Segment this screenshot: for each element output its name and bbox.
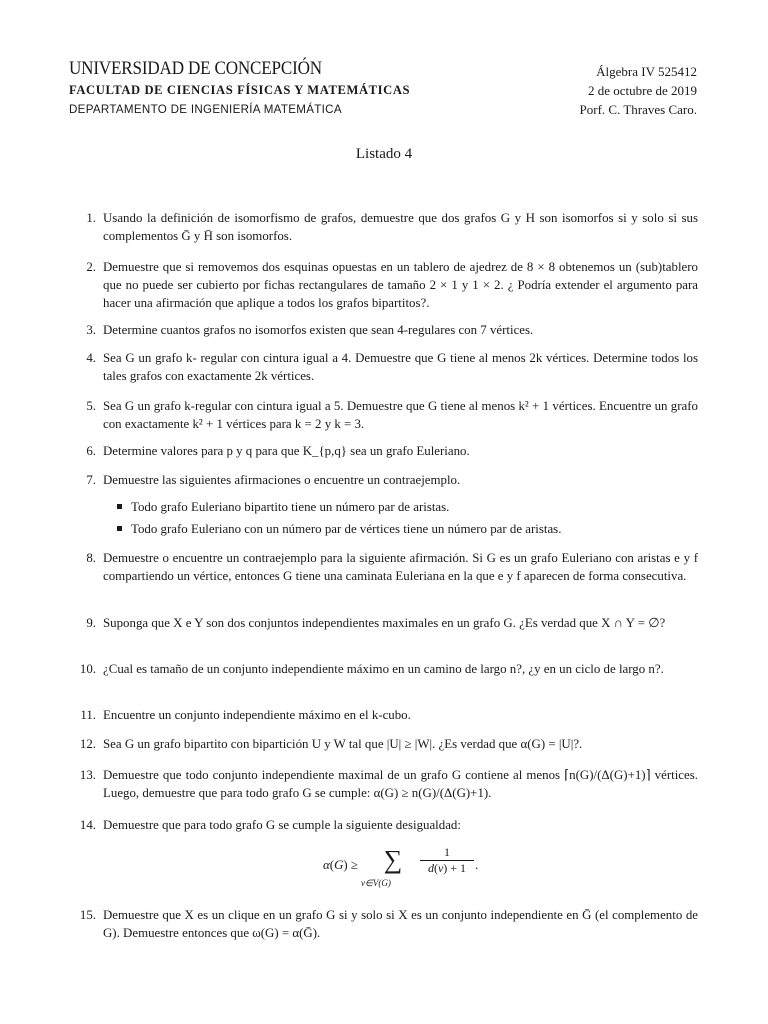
problem-item <box>70 258 698 312</box>
problem-text: Demuestre o encuentre un contraejemplo para la siguiente afirmación. Si G es un grafo Euleriano con aristas e y f compartiendo un vértice, entonces G tiene una caminata Euleriana en la que e y f aparecen de forma consecutiva. <box>103 551 698 583</box>
problem-number: 11. <box>80 708 96 722</box>
problem-item <box>70 549 698 585</box>
problem-text: Demuestre que si removemos dos esquinas opuestas en un tablero de ajedrez de 8 × 8 obtenemos un (sub)tablero que no puede ser cubierto por fichas rectangulares de tamaño 2 × 1 y 1 × 2. ¿ Podría extender el argumento para hacer una afirmación que aplique a todos los grafos bipartitos?. <box>103 260 698 310</box>
problem-number: 14. <box>79 818 96 832</box>
problem-number: 12. <box>79 737 96 751</box>
problem-number: 10. <box>79 662 96 676</box>
problem-text: Demuestre que para todo grafo G se cumple la siguiente desigualdad: <box>103 818 461 832</box>
problem-number: 8. <box>86 551 96 565</box>
problem-number: 7. <box>86 473 96 487</box>
problem-text: Sea G un grafo k- regular con cintura igual a 4. Demuestre que G tiene al menos 2k vértices. Determine todos los tales grafos con exactamente 2k vértices. <box>103 351 698 383</box>
problem-item <box>70 349 698 385</box>
problem-item <box>70 209 698 245</box>
problem-text: Encuentre un conjunto independiente máximo en el k-cubo. <box>103 708 411 722</box>
problem-item <box>70 906 698 942</box>
problem-number: 6. <box>86 444 96 458</box>
problem-item <box>70 706 698 724</box>
problem-number: 9. <box>86 616 96 630</box>
bullet-item: Todo grafo Euleriano bipartito tiene un número par de aristas. <box>103 498 698 516</box>
course-name: Álgebra IV 525412 <box>596 64 697 79</box>
problem-text: Sea G un grafo bipartito con bipartición U y W tal que |U| ≥ |W|. ¿Es verdad que α(G) = |U|?. <box>103 737 583 751</box>
department-name: DEPARTAMENTO DE INGENIERÍA MATEMÁTICA <box>69 103 342 116</box>
problem-text: Demuestre que todo conjunto independiente maximal de un grafo G contiene al menos ⌈n(G)/(Δ(G)+1)⌉ vértices. Luego, demuestre que para todo grafo G se cumple: α(G) ≥ n(G)/(Δ(G)+1). <box>103 768 698 800</box>
bullet-list <box>103 498 698 538</box>
problem-item <box>70 321 698 339</box>
problem-text: Determine cuantos grafos no isomorfos existen que sean 4-regulares con 7 vértices. <box>103 323 534 337</box>
document-date: 2 de octubre de 2019 <box>587 83 697 98</box>
problem-item <box>70 442 698 460</box>
university-name: UNIVERSIDAD DE CONCEPCIÓN <box>69 58 322 79</box>
problem-number: 5. <box>86 399 96 413</box>
summation-symbol: ∑ <box>383 845 403 874</box>
problem-number: 1. <box>86 211 96 225</box>
faculty-name: FACULTAD DE CIENCIAS FÍSICAS Y MATEMÁTICAS <box>69 83 411 97</box>
problem-item <box>70 816 698 898</box>
problem-text: Sea G un grafo k-regular con cintura igual a 5. Demuestre que G tiene al menos k² + 1 vértices. Encuentre un grafo con exactamente k² + 1 vértices para k = 2 y k = 3. <box>103 399 698 431</box>
problem-item <box>70 471 698 542</box>
problem-text: Suponga que X e Y son dos conjuntos independientes maximales en un grafo G. ¿Es verdad que X ∩ Y = ∅? <box>103 616 666 630</box>
problem-text: Determine valores para p y q para que K_{p,q} sea un grafo Euleriano. <box>103 444 470 458</box>
problem-number: 13. <box>79 768 96 782</box>
problem-item <box>70 766 698 802</box>
institution-header <box>69 58 410 118</box>
problem-number: 3. <box>86 323 96 337</box>
problem-number: 15. <box>79 908 96 922</box>
page-title: Listado 4 <box>355 146 413 162</box>
course-header <box>580 62 697 119</box>
bullet-item: Todo grafo Euleriano con un número par de vértices tiene un número par de aristas. <box>103 520 698 538</box>
problem-text: ¿Cual es tamaño de un conjunto independiente máximo en un camino de largo n?, ¿y en un ciclo de largo n?. <box>103 662 664 676</box>
problem-item <box>70 735 698 753</box>
professor-name: Porf. C. Thraves Caro. <box>579 102 697 117</box>
problem-item <box>70 614 698 632</box>
problem-item <box>70 397 698 433</box>
problem-number: 2. <box>86 260 96 274</box>
display-formula: α(G) ≥ ∑ v∈V(G) $\frac{1}{d(v) + 1}$ . <box>103 840 698 898</box>
problem-item <box>70 660 698 678</box>
problem-number: 4. <box>86 351 96 365</box>
problem-text: Demuestre las siguientes afirmaciones o encuentre un contraejemplo. <box>103 473 461 487</box>
problem-text: Usando la definición de isomorfismo de grafos, demuestre que dos grafos G y H son isomorfos si y solo si sus complementos Ḡ y H̄ son isomorfos. <box>103 211 698 243</box>
problem-text: Demuestre que X es un clique en un grafo G si y solo si X es un conjunto independiente en Ḡ (el complemento de G). Demuestre entonces que ω(G) = α(Ḡ). <box>103 908 698 940</box>
